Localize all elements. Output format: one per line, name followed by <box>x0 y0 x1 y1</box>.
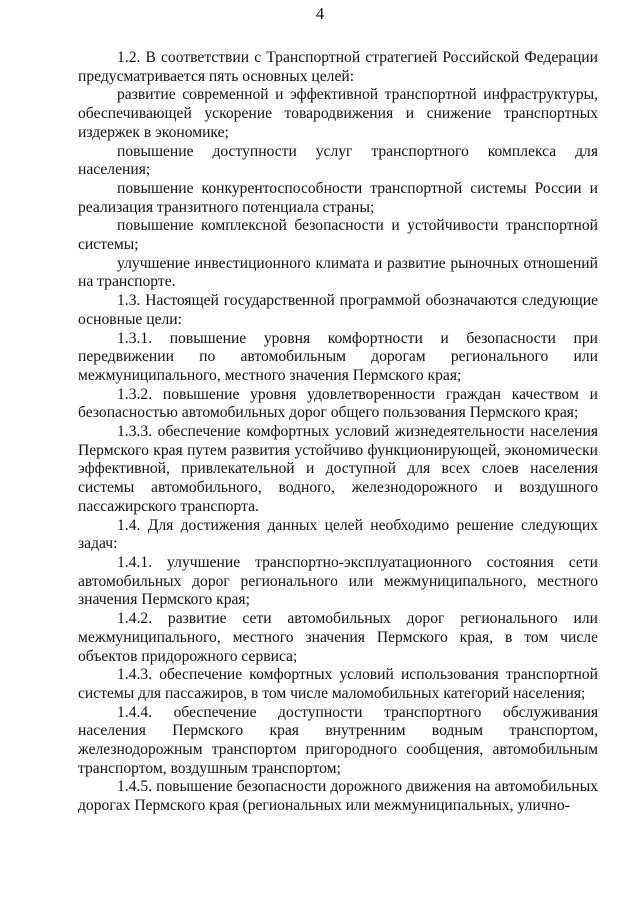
paragraph-1-4-3: 1.4.3. обеспечение комфортных условий использования транспортной системы для пассажиров, в том числе маломобильных категорий населения; <box>78 666 598 702</box>
paragraph-1-4-2: 1.4.2. развитие сети автомобильных дорог регионального или межмуниципального, местного значения Пермского края, в том числе объектов придорожного сервиса; <box>78 610 598 665</box>
paragraph-1-4-1: 1.4.1. улучшение транспортно-эксплуатационного состояния сети автомобильных дорог регионального или межмуниципального, местного значения Пермского края; <box>78 553 598 609</box>
paragraph-goal-competitiveness: повышение конкурентоспособности транспортной системы России и реализация транзитного потенциала страны; <box>78 179 598 216</box>
paragraph-goal-infrastructure: развитие современной и эффективной транспортной инфраструктуры, обеспечивающей ускорение товародвижения и снижение транспортных издержек в экономике; <box>78 86 598 141</box>
paragraph-1-3-3: 1.3.3. обеспечение комфортных условий жизнедеятельности населения Пермского края путем развития устойчиво функционирующей, экономически эффективной, привлекательной и доступной для всех слоев населения системы автомобильного, водного, железнодорожного и воздушного пассажирского транспорта. <box>78 423 598 515</box>
paragraph-goal-investment: улучшение инвестиционного климата и развитие рыночных отношений на транспорте. <box>78 254 598 291</box>
paragraph-1-3-2: 1.3.2. повышение уровня удовлетворенности граждан качеством и безопасностью автомобильных дорог общего пользования Пермского края; <box>78 385 598 422</box>
page-number: 4 <box>315 4 325 23</box>
paragraph-goal-accessibility: повышение доступности услуг транспортного комплекса для населения; <box>78 142 598 179</box>
paragraph-1-3: 1.3. Настоящей государственной программой обозначаются следующие основные цели: <box>78 292 598 328</box>
paragraph-1-4-5: 1.4.5. повышение безопасности дорожного движения на автомобильных дорогах Пермского края (региональных или межмуниципальных, улично- <box>78 778 598 815</box>
paragraph-1-3-1: 1.3.1. повышение уровня комфортности и безопасности при передвижении по автомобильным дорогам регионального или межмуниципального, местного значения Пермского края; <box>78 329 598 384</box>
paragraph-goal-safety: повышение комплексной безопасности и устойчивости транспортной системы; <box>78 217 598 254</box>
document-body <box>78 49 598 816</box>
paragraph-1-2: 1.2. В соответствии с Транспортной стратегией Российской Федерации предусматривается пять основных целей: <box>78 49 598 85</box>
paragraph-1-4-4: 1.4.4. обеспечение доступности транспортного обслуживания населения Пермского края внутренним водным транспортом, железнодорожным транспортом пригородного сообщения, автомобильным транспортом, воздушным транспортом; <box>78 703 598 777</box>
paragraph-1-4: 1.4. Для достижения данных целей необходимо решение следующих задач: <box>78 516 598 553</box>
